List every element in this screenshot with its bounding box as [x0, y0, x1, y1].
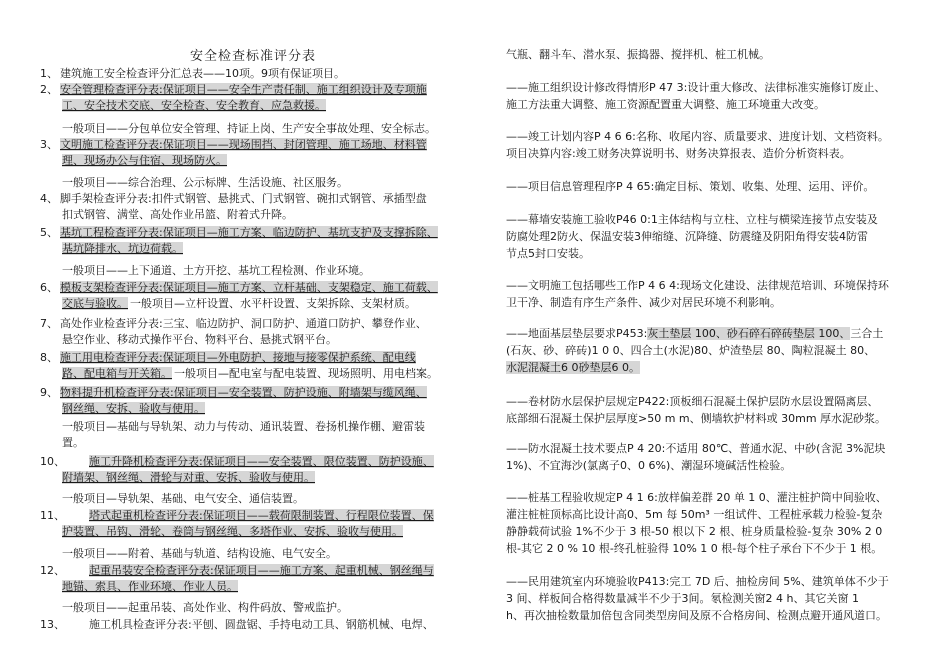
list-item	[40, 225, 438, 240]
list-item	[40, 563, 434, 578]
general-items-cont	[62, 435, 84, 450]
item-text: 文明施工检查评分表:保证项目——现场围挡、封闭管理、施工场地、材料管	[60, 138, 427, 151]
paragraph-line	[506, 179, 874, 194]
list-item	[40, 617, 434, 632]
paragraph-line	[506, 441, 885, 456]
item-text: 地锚、索具、作业环境、作业人员。	[62, 580, 238, 593]
general-items	[62, 175, 348, 190]
item-continuation	[62, 207, 293, 222]
item-text: 施工用电检查评分表:保证项目—外电防护、接地与接零保护系统、配电线	[60, 351, 416, 364]
item-text: 模板支架检查评分表:保证项目—施工方案、立杆基础、支架稳定、施工荷载、	[60, 281, 438, 294]
paragraph-line	[506, 47, 770, 62]
general-items	[62, 491, 304, 506]
general-items	[62, 600, 348, 615]
paragraph-line	[506, 97, 825, 112]
text-segment: ——地面基层垫层要求P453:	[506, 327, 648, 340]
list-item	[40, 316, 427, 331]
item-text: 一般项目—立杆设置、水平杆设置、支架拆除、支架材质。	[130, 297, 416, 310]
paragraph-text: (石灰、砂、碎砖)1 0 0、四合土(水泥)80、炉渣垫层 80、陶粒混凝土 80、	[506, 344, 876, 357]
item-text: 置。	[62, 436, 84, 449]
item-continuation	[62, 98, 326, 113]
highlighted-segment: 灰土垫层 100、砂石碎石碎砖垫层 100、	[647, 327, 851, 340]
item-text: 起重吊装安全检查评分表:保证项目——施工方案、起重机械、钢丝绳与	[89, 564, 434, 577]
paragraph-line	[506, 394, 878, 409]
paragraph-text: 3 间、样板间合格得数量减半不少于3间。氡检测关窗2 4 h、其它关窗 1	[506, 592, 859, 605]
paragraph-line	[506, 80, 885, 95]
item-text: 一般项目——上下通道、土方开挖、基坑工程检测、作业环境。	[62, 264, 370, 277]
item-number: 12、	[40, 564, 65, 577]
paragraph-text: ——竣工计划内容P 4 6 6:名称、收尾内容、质量要求、进度计划、文档资料。	[506, 130, 889, 143]
general-items	[62, 121, 436, 136]
item-number: 9、	[40, 386, 58, 399]
paragraph-line	[506, 278, 889, 293]
item-text: 施工升降机检查评分表:保证项目——安全装置、限位装置、防护设施、	[89, 455, 434, 468]
item-text: 一般项目——综合治理、公示标牌、生活设施、社区服务。	[62, 176, 348, 189]
list-item	[40, 191, 427, 206]
general-items	[62, 419, 425, 434]
paragraph-line	[506, 574, 889, 589]
item-continuation	[62, 579, 238, 594]
item-text: 一般项目——附着、基础与轨道、结构设施、电气安全。	[62, 547, 337, 560]
item-number: 10、	[40, 455, 65, 468]
list-item	[40, 385, 427, 400]
paragraph-line	[506, 458, 791, 473]
item-text: 高处作业检查评分表:三宝、临边防护、洞口防护、通道口防护、攀登作业、	[60, 317, 427, 330]
paragraph-line	[506, 295, 781, 310]
list-item	[40, 137, 427, 152]
item-continuation	[62, 366, 438, 381]
item-text: 悬空作业、移动式操作平台、物料平台、悬挑式钢平台。	[62, 333, 337, 346]
item-text: 交底与验收。	[62, 297, 128, 310]
item-text: 工、安全技术交底、安全检查、安全教育、应急救援。	[62, 99, 326, 112]
paragraph-text: ——防水混凝土技术要点P 4 20:不适用 80℃、普通水泥、中砂(含泥 3%泥块	[506, 442, 886, 455]
paragraph-line	[506, 490, 887, 505]
paragraph-text: 灌注桩桩顶标高比设计高0、5m 每 50m³ 一组试件、工程桩承载力检验-复杂	[506, 508, 883, 521]
paragraph-line	[506, 524, 882, 539]
paragraph-line	[506, 411, 886, 426]
item-number: 7、	[40, 317, 58, 330]
item-text: 护装置、吊钩、滑轮、卷筒与钢丝绳、多塔作业、安拆、验收与使用。	[62, 525, 403, 538]
item-continuation	[62, 470, 315, 485]
item-text: 路、配电箱与开关箱。	[62, 367, 172, 380]
item-continuation	[62, 153, 227, 168]
item-number: 11、	[40, 509, 65, 522]
item-text: 安全管理检查评分表:保证项目——安全生产责任制、施工组织设计及专项施	[60, 83, 427, 96]
general-items	[62, 546, 337, 561]
item-text: 理、现场办公与住宿、现场防火。	[62, 154, 227, 167]
paragraph-text: ——民用建筑室内环境验收P413:完工 7D 后、抽检房间 5%、建筑单体不少于	[506, 575, 889, 588]
paragraph-line	[506, 343, 875, 358]
highlighted-segment: 水泥混凝土6 0砂垫层6 0。	[506, 361, 640, 374]
item-text: 一般项目—基础与导轨架、动力与传动、通讯装置、卷扬机操作棚、避雷装	[62, 420, 425, 433]
paragraph-line	[506, 146, 851, 161]
paragraph-line	[506, 229, 868, 244]
item-number: 2、	[40, 83, 58, 96]
list-item	[40, 82, 427, 97]
item-number: 1、	[40, 67, 58, 80]
paragraph-text: ——桩基工程验收规定P 4 1 6:放样偏差群 20 单 1 0、灌注桩护筒中间验收、	[506, 491, 887, 504]
paragraph-text: 卫干净、制造有序生产条件、减少对居民环境不利影响。	[506, 296, 781, 309]
paragraph-line	[506, 541, 882, 556]
item-text: 扣式钢管、满堂、高处作业吊篮、附着式升降。	[62, 208, 293, 221]
item-number: 13、	[40, 618, 65, 631]
paragraph-line	[506, 507, 882, 522]
item-continuation	[62, 524, 403, 539]
paragraph-text: 气瓶、翻斗车、潜水泵、振捣器、搅拌机、桩工机械。	[506, 48, 770, 61]
item-number: 6、	[40, 281, 58, 294]
item-number: 4、	[40, 192, 58, 205]
item-text: 建筑施工安全检查评分汇总表——10项。9项有保证项目。	[60, 67, 345, 80]
paragraph-text: h、再次抽检数量加倍包含同类型房间及原不合格房间、检测点避开通风道口。	[506, 609, 887, 622]
item-number: 5、	[40, 226, 58, 239]
item-number: 8、	[40, 351, 58, 364]
item-continuation	[62, 332, 337, 347]
list-item	[40, 350, 416, 365]
paragraph-text: 防腐处理2防火、保温安装3伸缩缝、沉降缝、防震缝及阴阳角得安装4防雷	[506, 230, 868, 243]
list-item	[40, 508, 434, 523]
paragraph-text: ——幕墙安装施工验收P46 0:1主体结构与立柱、立柱与横梁连接节点安装及	[506, 213, 878, 226]
item-continuation	[62, 296, 416, 311]
paragraph-text: ——卷材防水层保护层规定P422:顶板细石混凝土保护层防水层设置隔离层、	[506, 395, 879, 408]
paragraph-line	[506, 326, 883, 341]
text-segment: 三合土	[850, 327, 884, 340]
paragraph-text: 根-其它 2 0 % 10 根-终孔桩验得 10% 1 0 根-每个柱子承台下不少于 1 根。	[506, 542, 883, 555]
item-text: 施工机具检查评分表:平刨、圆盘锯、手持电动工具、钢筋机械、电焊、	[89, 618, 434, 631]
paragraph-text: 施工方法重大调整、施工资源配置重大调整、施工环境重大改变。	[506, 98, 825, 111]
general-items	[62, 263, 370, 278]
item-text: 一般项目——起重吊装、高处作业、构件码放、警戒监护。	[62, 601, 348, 614]
paragraph-text: 底部细石混凝土保护层厚度>50 m m、侧墙软护材料或 30mm 厚水泥砂浆。	[506, 412, 887, 425]
paragraph-text: ——项目信息管理程序P 4 65:确定目标、策划、收集、处理、运用、评价。	[506, 180, 875, 193]
paragraph-text: 项目决算内容:竣工财务决算说明书、财务决算报表、造价分析资料表。	[506, 147, 851, 160]
item-text: 脚手架检查评分表:扣件式钢管、悬挑式、门式钢管、碗扣式钢管、承插型盘	[60, 192, 427, 205]
list-item	[40, 66, 345, 81]
item-text: 塔式起重机检查评分表:保证项目——载荷限制装置、行程限位装置、保	[89, 509, 434, 522]
list-item	[40, 280, 438, 295]
paragraph-line	[506, 608, 887, 623]
item-text: 基坑工程检查评分表:保证项目—施工方案、临边防护、基坑支护及支撑拆除、	[60, 226, 438, 239]
paragraph-line	[506, 129, 889, 144]
paragraph-line	[506, 591, 859, 606]
page-title: 安全检查标准评分表	[190, 49, 317, 64]
paragraph-text: ——施工组织设计修改得情形P 47 3:设计重大修改、法律标准实施修订废止、	[506, 81, 886, 94]
item-text: 一般项目——分包单位安全管理、持证上岗、生产安全事故处理、安全标志。	[62, 122, 436, 135]
paragraph-text: 静静载荷试验 1%不少于 3 根-50 根以下 2 根、桩身质量检验-复杂 30% 2 0	[506, 525, 883, 538]
item-continuation	[62, 401, 205, 416]
item-continuation	[62, 241, 183, 256]
item-text: 基坑降排水、坑边荷载。	[62, 242, 183, 255]
paragraph-line	[506, 246, 590, 261]
item-text: 一般项目—配电室与配电装置、现场照明、用电档案。	[174, 367, 438, 380]
item-text: 物料提升机检查评分表:保证项目—安全装置、防护设施、附墙架与缆风绳、	[60, 386, 427, 399]
paragraph-line	[506, 360, 640, 375]
paragraph-line	[506, 212, 878, 227]
item-text: 钢丝绳、安拆、验收与使用。	[62, 402, 205, 415]
paragraph-text: 节点5封口安装。	[506, 247, 590, 260]
list-item	[40, 454, 434, 469]
paragraph-text: 1%)、不宜海沙(氯离子0、0 6%)、潮湿环境碱活性检验。	[506, 459, 792, 472]
item-text: 一般项目—导轨架、基础、电气安全、通信装置。	[62, 492, 304, 505]
item-text: 附墙架、钢丝绳、滑轮与对重、安拆、验收与使用。	[62, 471, 315, 484]
paragraph-text: ——文明施工包括哪些工作P 4 6 4:现场文化建设、法律规范培训、环境保持环	[506, 279, 889, 292]
item-number: 3、	[40, 138, 58, 151]
